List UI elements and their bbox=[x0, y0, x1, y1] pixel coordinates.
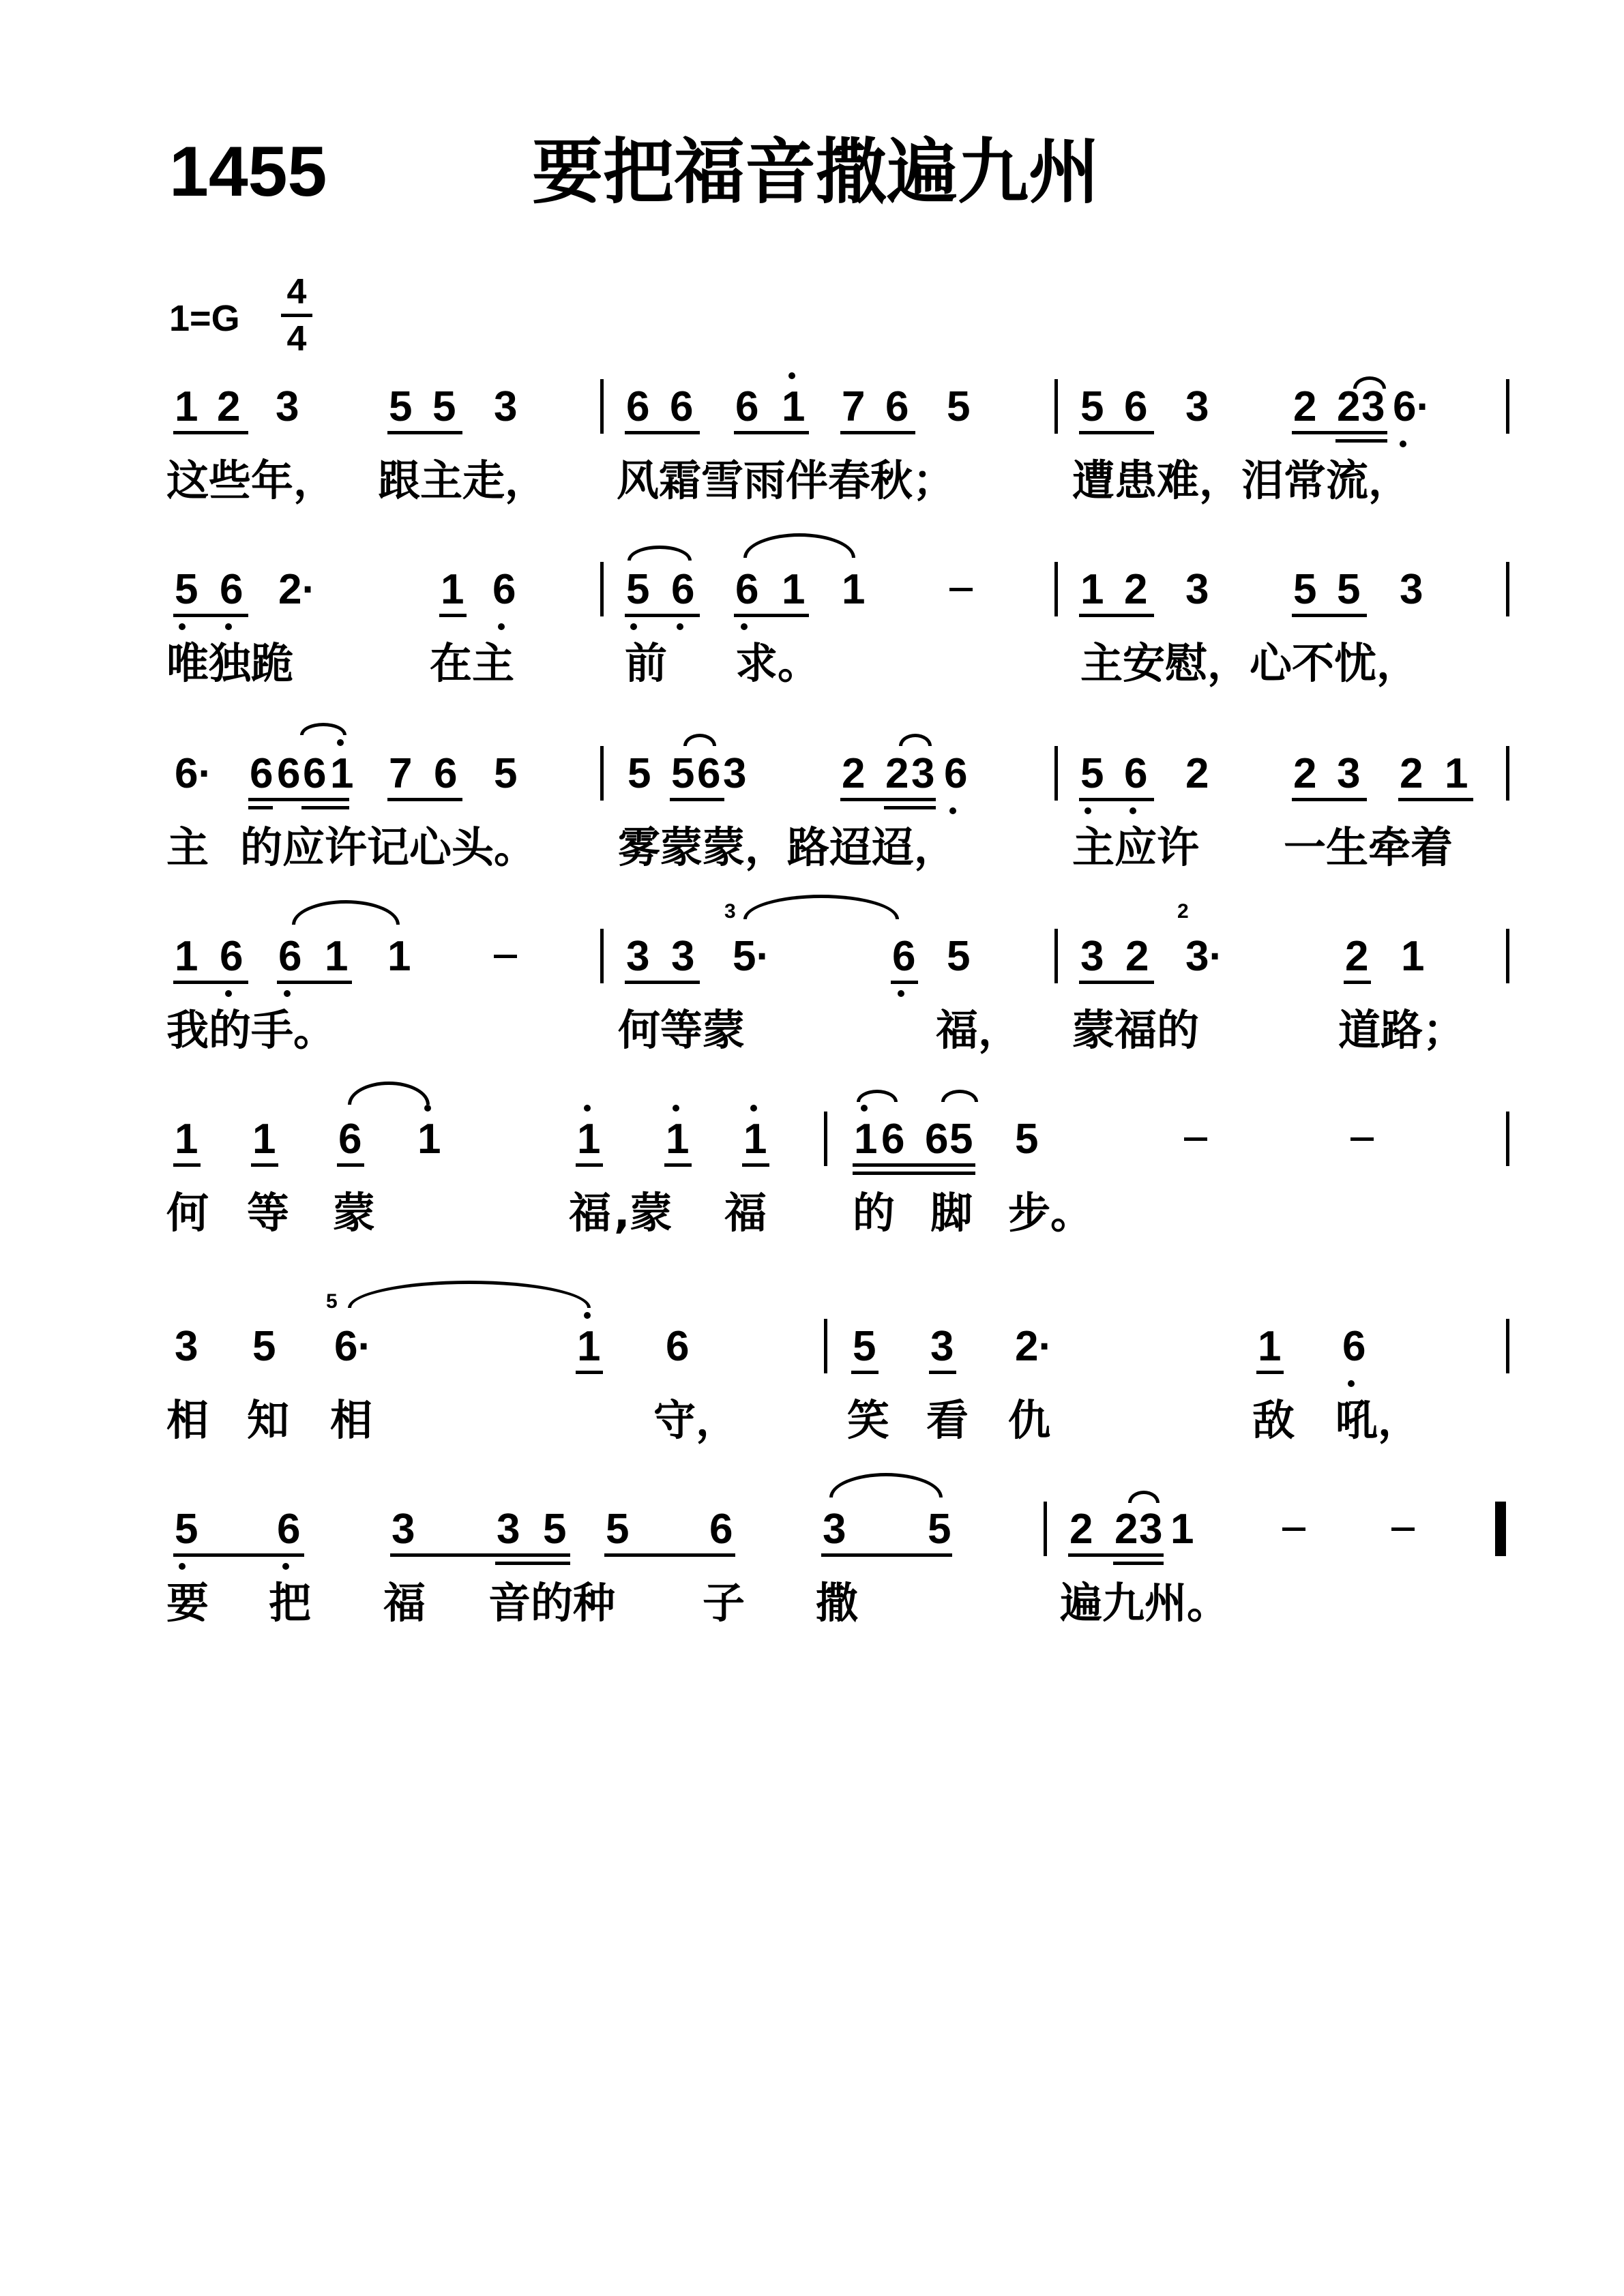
note: 6 bbox=[220, 933, 243, 980]
note: 1 bbox=[252, 1116, 276, 1163]
note: 6 bbox=[944, 750, 968, 797]
note: 6· bbox=[334, 1323, 372, 1370]
barline bbox=[1044, 1502, 1047, 1556]
note: 6· bbox=[175, 750, 213, 797]
barline bbox=[824, 1112, 827, 1166]
note: 3 bbox=[1361, 383, 1385, 430]
note: 6 bbox=[735, 566, 759, 613]
note: 1 bbox=[330, 750, 354, 797]
note: 3 bbox=[1400, 566, 1423, 613]
lyric: 福， bbox=[936, 1005, 1021, 1055]
barline bbox=[1506, 929, 1509, 983]
note: 2 bbox=[1185, 750, 1209, 797]
note: 7 bbox=[389, 750, 413, 797]
note: 6 bbox=[492, 566, 516, 613]
note: 6 bbox=[881, 1116, 905, 1163]
lyric: 撒 bbox=[816, 1578, 859, 1628]
note: 7 bbox=[842, 383, 866, 430]
note: 3 bbox=[1080, 933, 1104, 980]
rest-dash bbox=[1391, 1527, 1415, 1531]
lyric: 的 bbox=[853, 1188, 896, 1238]
note: 3 bbox=[1185, 383, 1209, 430]
time-signature-top: 4 bbox=[281, 274, 312, 317]
note: 1 bbox=[577, 1116, 601, 1163]
time-signature bbox=[281, 274, 312, 357]
lyric: 何 bbox=[166, 1188, 209, 1238]
note: 3 bbox=[1139, 1506, 1163, 1553]
note: 6 bbox=[338, 1116, 362, 1163]
grace-note: 5 bbox=[326, 1290, 338, 1313]
note: 5 bbox=[1080, 750, 1104, 797]
note: 3 bbox=[823, 1506, 846, 1553]
lyric: 把 bbox=[269, 1578, 312, 1628]
note: 6 bbox=[1342, 1323, 1366, 1370]
lyric: 遍九州。 bbox=[1060, 1578, 1230, 1628]
note: 1 bbox=[782, 383, 806, 430]
note: 1 bbox=[842, 566, 866, 613]
note: 5 bbox=[947, 383, 971, 430]
note: 5 bbox=[606, 1506, 630, 1553]
note: 3 bbox=[497, 1506, 520, 1553]
note: 5 bbox=[175, 566, 198, 613]
note: 6 bbox=[666, 1323, 690, 1370]
rest-dash bbox=[1184, 1137, 1207, 1141]
lyric: 守， bbox=[653, 1395, 739, 1445]
note: 6 bbox=[697, 750, 721, 797]
note: 5· bbox=[733, 933, 771, 980]
note: 1 bbox=[175, 1116, 198, 1163]
note: 1 bbox=[325, 933, 349, 980]
note: 1 bbox=[1401, 933, 1425, 980]
note: 2 bbox=[1114, 1506, 1138, 1553]
note: 5 bbox=[853, 1323, 876, 1370]
note: 6 bbox=[709, 1506, 733, 1553]
note: 5 bbox=[928, 1506, 951, 1553]
note: 5 bbox=[1080, 383, 1104, 430]
note: 1 bbox=[1170, 1506, 1194, 1553]
note: 2 bbox=[1293, 750, 1317, 797]
barline bbox=[1054, 929, 1058, 983]
note: 1 bbox=[577, 1323, 601, 1370]
note: 5 bbox=[626, 566, 650, 613]
barline bbox=[600, 929, 604, 983]
note: 1 bbox=[175, 383, 198, 430]
lyric: 蒙福的 bbox=[1072, 1005, 1200, 1055]
rest-dash bbox=[949, 588, 973, 591]
note: 6 bbox=[670, 383, 694, 430]
note: 1 bbox=[1258, 1323, 1282, 1370]
note: 5 bbox=[494, 750, 518, 797]
note: 1 bbox=[387, 933, 411, 980]
lyric: 主 bbox=[166, 822, 209, 872]
note: 3 bbox=[494, 383, 518, 430]
lyric: 音的种 bbox=[488, 1578, 616, 1628]
note: 6 bbox=[1124, 750, 1148, 797]
note: 2 bbox=[885, 750, 909, 797]
note: 1 bbox=[175, 933, 198, 980]
note: 1 bbox=[1445, 750, 1468, 797]
barline bbox=[824, 1319, 827, 1373]
lyric: 蒙 bbox=[333, 1188, 376, 1238]
note: 2 bbox=[1345, 933, 1369, 980]
note: 6· bbox=[1393, 383, 1431, 430]
note: 3 bbox=[671, 933, 695, 980]
lyric: 主应许 bbox=[1072, 822, 1200, 872]
barline bbox=[1506, 562, 1509, 616]
note: 2 bbox=[1069, 1506, 1093, 1553]
note: 2 bbox=[1400, 750, 1423, 797]
lyric: 道路； bbox=[1338, 1005, 1466, 1055]
barline bbox=[600, 379, 604, 434]
barline bbox=[1054, 746, 1058, 801]
lyric: 子 bbox=[703, 1578, 745, 1628]
note: 3 bbox=[392, 1506, 415, 1553]
rest-dash bbox=[1282, 1527, 1305, 1531]
song-number: 1455 bbox=[169, 132, 327, 211]
lyric: 等 bbox=[247, 1188, 290, 1238]
time-signature-bottom: 4 bbox=[286, 319, 307, 359]
note: 2 bbox=[1125, 933, 1149, 980]
note: 6 bbox=[885, 383, 909, 430]
note: 6 bbox=[277, 1506, 301, 1553]
note: 3 bbox=[723, 750, 747, 797]
note: 3· bbox=[1185, 933, 1224, 980]
note: 1 bbox=[417, 1116, 441, 1163]
barline bbox=[600, 562, 604, 616]
note: 5 bbox=[671, 750, 695, 797]
note: 1 bbox=[666, 1116, 690, 1163]
grace-note: 2 bbox=[1177, 900, 1189, 923]
barline bbox=[1506, 379, 1509, 434]
lyric: 风霜雪雨伴春秋； bbox=[617, 456, 956, 505]
lyric: 遭患难，泪常流， bbox=[1072, 456, 1411, 505]
lyric: 脚 bbox=[930, 1188, 973, 1238]
note: 1 bbox=[743, 1116, 767, 1163]
lyric: 相 bbox=[166, 1395, 209, 1445]
note: 5 bbox=[175, 1506, 198, 1553]
note: 1 bbox=[1080, 566, 1104, 613]
lyric: 福 bbox=[383, 1578, 426, 1628]
lyric: 步。 bbox=[1008, 1188, 1093, 1238]
lyric: 的应许记心头。 bbox=[240, 822, 537, 872]
barline bbox=[1506, 746, 1509, 801]
note: 3 bbox=[626, 933, 650, 980]
barline bbox=[1054, 562, 1058, 616]
lyric: 求。 bbox=[735, 638, 821, 688]
lyric: ,蒙 bbox=[614, 1188, 673, 1238]
note: 5 bbox=[389, 383, 413, 430]
key-signature: 1=G bbox=[169, 298, 240, 339]
note: 5 bbox=[1337, 566, 1361, 613]
lyric: 前 bbox=[625, 638, 668, 688]
note: 6 bbox=[626, 383, 650, 430]
lyric: 相 bbox=[330, 1395, 373, 1445]
rest-dash bbox=[1350, 1137, 1374, 1141]
lyric: 知 bbox=[247, 1395, 290, 1445]
note: 2 bbox=[842, 750, 866, 797]
note: 6 bbox=[303, 750, 327, 797]
lyric: 主安慰，心不忧， bbox=[1080, 638, 1419, 688]
lyric: 何等蒙 bbox=[618, 1005, 745, 1055]
lyric: 福 bbox=[569, 1188, 612, 1238]
barline bbox=[1506, 1319, 1509, 1373]
note: 2 bbox=[1293, 383, 1317, 430]
note: 3 bbox=[276, 383, 299, 430]
note: 5 bbox=[1015, 1116, 1039, 1163]
lyric: 雾蒙蒙，路迢迢， bbox=[618, 822, 957, 872]
note: 3 bbox=[1185, 566, 1209, 613]
note: 2· bbox=[278, 566, 316, 613]
grace-note: 3 bbox=[724, 900, 736, 923]
note: 1 bbox=[441, 566, 464, 613]
note: 3 bbox=[930, 1323, 954, 1370]
lyric: 这些年， bbox=[166, 456, 336, 505]
note: 6 bbox=[925, 1116, 949, 1163]
lyric: 笑 bbox=[847, 1395, 890, 1445]
note: 5 bbox=[252, 1323, 276, 1370]
lyric: 敌 bbox=[1252, 1395, 1295, 1445]
lyric: 福 bbox=[724, 1188, 767, 1238]
note: 5 bbox=[947, 933, 971, 980]
lyric: 一生牵着 bbox=[1284, 822, 1453, 872]
lyric: 唯独跪 bbox=[166, 638, 294, 688]
rest-dash bbox=[494, 955, 517, 958]
note: 2 bbox=[1124, 566, 1148, 613]
note: 1 bbox=[782, 566, 806, 613]
note: 2 bbox=[217, 383, 241, 430]
note: 5 bbox=[1293, 566, 1317, 613]
barline bbox=[1054, 379, 1058, 434]
note: 5 bbox=[628, 750, 651, 797]
lyric: 仇 bbox=[1008, 1395, 1051, 1445]
note: 3 bbox=[911, 750, 935, 797]
note: 2· bbox=[1015, 1323, 1053, 1370]
note: 6 bbox=[250, 750, 274, 797]
lyric: 在主 bbox=[430, 638, 515, 688]
lyric: 吼， bbox=[1335, 1395, 1421, 1445]
lyric: 我的手。 bbox=[166, 1005, 336, 1055]
note: 6 bbox=[434, 750, 458, 797]
lyric: 看 bbox=[926, 1395, 969, 1445]
note: 6 bbox=[220, 566, 243, 613]
final-barline bbox=[1495, 1502, 1506, 1556]
note: 6 bbox=[671, 566, 695, 613]
note: 5 bbox=[432, 383, 456, 430]
barline bbox=[1506, 1112, 1509, 1166]
note: 5 bbox=[949, 1116, 973, 1163]
lyric: 跟主走， bbox=[378, 456, 548, 505]
note: 6 bbox=[735, 383, 759, 430]
song-title: 要把福音撒遍九州 bbox=[532, 130, 1100, 213]
note: 1 bbox=[854, 1116, 878, 1163]
note: 5 bbox=[543, 1506, 567, 1553]
note: 6 bbox=[278, 933, 302, 980]
note: 3 bbox=[1337, 750, 1361, 797]
note: 6 bbox=[1124, 383, 1148, 430]
note: 6 bbox=[892, 933, 916, 980]
barline bbox=[600, 746, 604, 801]
note: 6 bbox=[277, 750, 301, 797]
note: 2 bbox=[1337, 383, 1361, 430]
note: 3 bbox=[175, 1323, 198, 1370]
lyric: 要 bbox=[166, 1578, 209, 1628]
